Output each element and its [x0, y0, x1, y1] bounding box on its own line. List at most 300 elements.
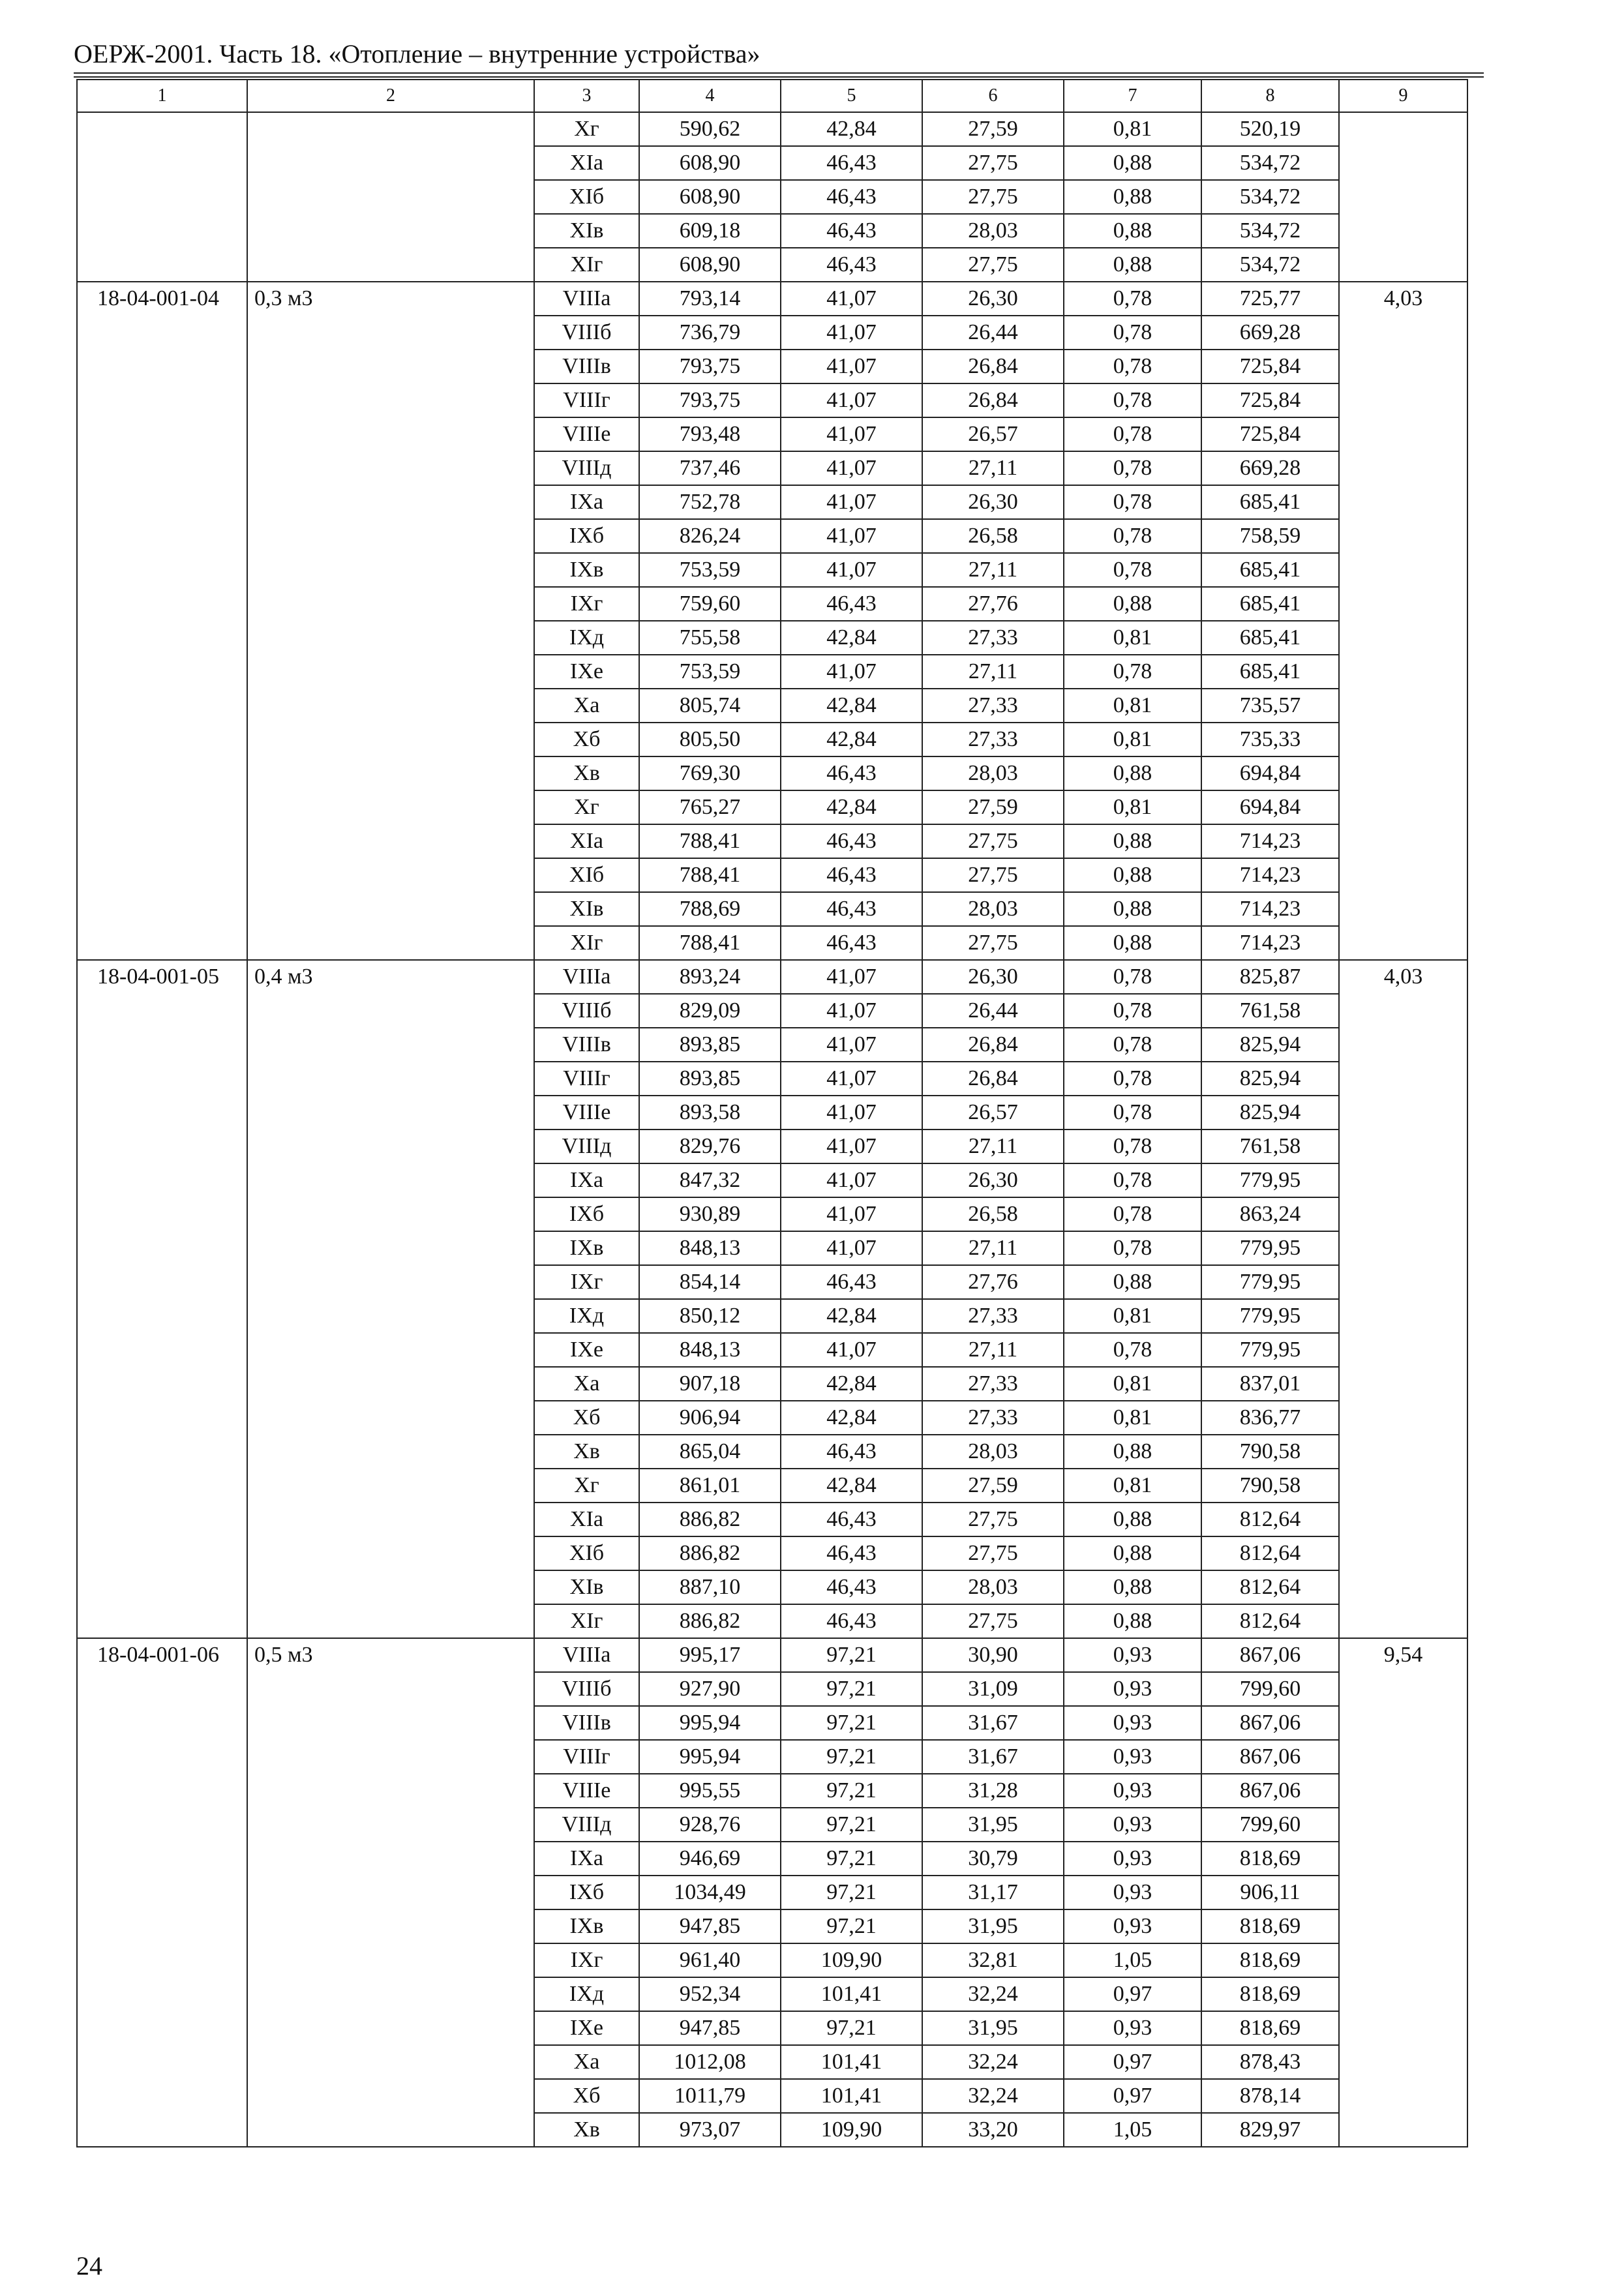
wages-cell: 41,07: [781, 383, 922, 417]
wages-cell: 41,07: [781, 316, 922, 350]
total-cost-cell: 609,18: [639, 214, 781, 248]
total-cost-cell: 793,48: [639, 417, 781, 451]
wages-cell: 46,43: [781, 214, 922, 248]
materials-cell: 818,69: [1201, 1909, 1339, 1943]
machinist-wages-cell: 0,78: [1064, 1333, 1201, 1367]
machines-cell: 31,95: [922, 1808, 1064, 1842]
machinist-wages-cell: 0,88: [1064, 180, 1201, 214]
materials-cell: 714,23: [1201, 892, 1339, 926]
zone-cell: IXг: [534, 1943, 639, 1977]
machinist-wages-cell: 0,88: [1064, 1570, 1201, 1604]
machinist-wages-cell: 0,97: [1064, 1977, 1201, 2011]
materials-cell: 735,57: [1201, 689, 1339, 723]
machinist-wages-cell: 0,81: [1064, 621, 1201, 655]
total-cost-cell: 788,69: [639, 892, 781, 926]
wages-cell: 46,43: [781, 1265, 922, 1299]
table-row: [77, 112, 1467, 146]
total-cost-cell: 793,75: [639, 350, 781, 383]
machines-cell: 26,44: [922, 316, 1064, 350]
total-cost-cell: 788,41: [639, 824, 781, 858]
total-cost-cell: 826,24: [639, 519, 781, 553]
machines-cell: 27,76: [922, 1265, 1064, 1299]
wages-cell: 41,07: [781, 1197, 922, 1231]
materials-cell: 761,58: [1201, 1130, 1339, 1163]
equipment-cost-cell: [1339, 112, 1467, 282]
zone-cell: IXд: [534, 1977, 639, 2011]
zone-cell: VIIIа: [534, 960, 639, 994]
zone-cell: VIIIе: [534, 1774, 639, 1808]
wages-cell: 41,07: [781, 1333, 922, 1367]
total-cost-cell: 755,58: [639, 621, 781, 655]
machines-cell: 33,20: [922, 2113, 1064, 2147]
total-cost-cell: 829,76: [639, 1130, 781, 1163]
total-cost-cell: 847,32: [639, 1163, 781, 1197]
wages-cell: 41,07: [781, 655, 922, 689]
wages-cell: 41,07: [781, 451, 922, 485]
column-header: 7: [1064, 80, 1201, 112]
wages-cell: 46,43: [781, 1570, 922, 1604]
wages-cell: 41,07: [781, 485, 922, 519]
equipment-cost-cell: 9,54: [1339, 1638, 1467, 2147]
column-header: 3: [534, 80, 639, 112]
machines-cell: 32,24: [922, 2079, 1064, 2113]
machinist-wages-cell: 0,93: [1064, 1876, 1201, 1909]
materials-cell: 799,60: [1201, 1672, 1339, 1706]
materials-cell: 714,23: [1201, 926, 1339, 960]
machines-cell: 31,28: [922, 1774, 1064, 1808]
equipment-cost-cell: 4,03: [1339, 282, 1467, 960]
zone-cell: VIIIб: [534, 316, 639, 350]
zone-cell: IXб: [534, 1197, 639, 1231]
wages-cell: 41,07: [781, 1130, 922, 1163]
wages-cell: 41,07: [781, 1028, 922, 1062]
column-header: 1: [77, 80, 247, 112]
wages-cell: 97,21: [781, 1808, 922, 1842]
total-cost-cell: 893,85: [639, 1028, 781, 1062]
machinist-wages-cell: 0,81: [1064, 112, 1201, 146]
machinist-wages-cell: 0,81: [1064, 1469, 1201, 1503]
wages-cell: 41,07: [781, 994, 922, 1028]
total-cost-cell: 861,01: [639, 1469, 781, 1503]
materials-cell: 725,77: [1201, 282, 1339, 316]
machines-cell: 26,58: [922, 1197, 1064, 1231]
zone-cell: Xб: [534, 1401, 639, 1435]
wages-cell: 46,43: [781, 180, 922, 214]
machines-cell: 27,33: [922, 1367, 1064, 1401]
zone-cell: VIIIд: [534, 1130, 639, 1163]
machines-cell: 27,75: [922, 824, 1064, 858]
total-cost-cell: 608,90: [639, 180, 781, 214]
machinist-wages-cell: 0,81: [1064, 1401, 1201, 1435]
zone-cell: VIIIв: [534, 1706, 639, 1740]
wages-cell: 46,43: [781, 587, 922, 621]
resource-norms-table: [76, 79, 1468, 2147]
wages-cell: 46,43: [781, 1435, 922, 1469]
machinist-wages-cell: 0,93: [1064, 1842, 1201, 1876]
machinist-wages-cell: 0,78: [1064, 1028, 1201, 1062]
total-cost-cell: 752,78: [639, 485, 781, 519]
total-cost-cell: 906,94: [639, 1401, 781, 1435]
zone-cell: XIв: [534, 1570, 639, 1604]
zone-cell: XIг: [534, 248, 639, 282]
machinist-wages-cell: 0,97: [1064, 2045, 1201, 2079]
norm-name-cell: [247, 112, 534, 282]
machinist-wages-cell: 0,78: [1064, 417, 1201, 451]
total-cost-cell: 930,89: [639, 1197, 781, 1231]
zone-cell: IXд: [534, 1299, 639, 1333]
machinist-wages-cell: 0,78: [1064, 1197, 1201, 1231]
zone-cell: VIIIв: [534, 1028, 639, 1062]
machines-cell: 31,95: [922, 1909, 1064, 1943]
wages-cell: 41,07: [781, 350, 922, 383]
machines-cell: 28,03: [922, 756, 1064, 790]
wages-cell: 97,21: [781, 1909, 922, 1943]
machines-cell: 27,11: [922, 1333, 1064, 1367]
zone-cell: IXе: [534, 655, 639, 689]
machinist-wages-cell: 0,88: [1064, 1536, 1201, 1570]
machines-cell: 27,75: [922, 146, 1064, 180]
zone-cell: IXе: [534, 1333, 639, 1367]
total-cost-cell: 893,58: [639, 1096, 781, 1130]
wages-cell: 46,43: [781, 926, 922, 960]
total-cost-cell: 608,90: [639, 146, 781, 180]
machines-cell: 27,11: [922, 553, 1064, 587]
materials-cell: 520,19: [1201, 112, 1339, 146]
total-cost-cell: 887,10: [639, 1570, 781, 1604]
wages-cell: 46,43: [781, 1503, 922, 1536]
materials-cell: 867,06: [1201, 1774, 1339, 1808]
wages-cell: 41,07: [781, 1231, 922, 1265]
norm-code-cell: [77, 112, 247, 282]
zone-cell: XIб: [534, 180, 639, 214]
total-cost-cell: 995,94: [639, 1706, 781, 1740]
column-number-row: [77, 80, 1467, 112]
machinist-wages-cell: 0,88: [1064, 214, 1201, 248]
wages-cell: 97,21: [781, 1672, 922, 1706]
total-cost-cell: 736,79: [639, 316, 781, 350]
total-cost-cell: 793,75: [639, 383, 781, 417]
machinist-wages-cell: 0,78: [1064, 655, 1201, 689]
zone-cell: Xа: [534, 2045, 639, 2079]
machines-cell: 27,75: [922, 858, 1064, 892]
machines-cell: 27,75: [922, 180, 1064, 214]
machines-cell: 26,84: [922, 1028, 1064, 1062]
machinist-wages-cell: 0,78: [1064, 451, 1201, 485]
machines-cell: 26,84: [922, 350, 1064, 383]
column-header: 9: [1339, 80, 1467, 112]
materials-cell: 790,58: [1201, 1469, 1339, 1503]
total-cost-cell: 590,62: [639, 112, 781, 146]
materials-cell: 799,60: [1201, 1808, 1339, 1842]
materials-cell: 818,69: [1201, 1842, 1339, 1876]
machinist-wages-cell: 0,78: [1064, 960, 1201, 994]
total-cost-cell: 893,24: [639, 960, 781, 994]
wages-cell: 101,41: [781, 1977, 922, 2011]
total-cost-cell: 995,17: [639, 1638, 781, 1672]
total-cost-cell: 788,41: [639, 858, 781, 892]
materials-cell: 534,72: [1201, 248, 1339, 282]
materials-cell: 878,43: [1201, 2045, 1339, 2079]
total-cost-cell: 793,14: [639, 282, 781, 316]
materials-cell: 725,84: [1201, 417, 1339, 451]
materials-cell: 758,59: [1201, 519, 1339, 553]
machinist-wages-cell: 0,88: [1064, 146, 1201, 180]
materials-cell: 829,97: [1201, 2113, 1339, 2147]
total-cost-cell: 995,94: [639, 1740, 781, 1774]
materials-cell: 812,64: [1201, 1536, 1339, 1570]
total-cost-cell: 759,60: [639, 587, 781, 621]
zone-cell: IXб: [534, 519, 639, 553]
zone-cell: VIIIг: [534, 1740, 639, 1774]
machinist-wages-cell: 0,78: [1064, 1130, 1201, 1163]
machines-cell: 31,67: [922, 1740, 1064, 1774]
zone-cell: XIв: [534, 214, 639, 248]
materials-cell: 812,64: [1201, 1503, 1339, 1536]
wages-cell: 41,07: [781, 519, 922, 553]
machines-cell: 26,84: [922, 383, 1064, 417]
total-cost-cell: 886,82: [639, 1536, 781, 1570]
machinist-wages-cell: 0,93: [1064, 1706, 1201, 1740]
wages-cell: 42,84: [781, 1401, 922, 1435]
total-cost-cell: 848,13: [639, 1231, 781, 1265]
machines-cell: 27,11: [922, 451, 1064, 485]
table-row: [77, 282, 1467, 316]
materials-cell: 863,24: [1201, 1197, 1339, 1231]
machines-cell: 27,76: [922, 587, 1064, 621]
zone-cell: IXб: [534, 1876, 639, 1909]
zone-cell: XIа: [534, 1503, 639, 1536]
materials-cell: 534,72: [1201, 146, 1339, 180]
total-cost-cell: 886,82: [639, 1503, 781, 1536]
column-header: 2: [247, 80, 534, 112]
machinist-wages-cell: 0,78: [1064, 994, 1201, 1028]
materials-cell: 790,58: [1201, 1435, 1339, 1469]
wages-cell: 41,07: [781, 553, 922, 587]
wages-cell: 41,07: [781, 282, 922, 316]
machinist-wages-cell: 1,05: [1064, 2113, 1201, 2147]
zone-cell: XIа: [534, 146, 639, 180]
machines-cell: 26,30: [922, 960, 1064, 994]
total-cost-cell: 765,27: [639, 790, 781, 824]
zone-cell: Xб: [534, 2079, 639, 2113]
norm-code-cell: 18-04-001-06: [77, 1638, 247, 2147]
materials-cell: 906,11: [1201, 1876, 1339, 1909]
total-cost-cell: 805,74: [639, 689, 781, 723]
materials-cell: 735,33: [1201, 723, 1339, 756]
machinist-wages-cell: 0,88: [1064, 892, 1201, 926]
wages-cell: 41,07: [781, 1096, 922, 1130]
machines-cell: 27,33: [922, 1299, 1064, 1333]
header-rule: [74, 76, 1484, 78]
zone-cell: IXг: [534, 1265, 639, 1299]
materials-cell: 837,01: [1201, 1367, 1339, 1401]
total-cost-cell: 973,07: [639, 2113, 781, 2147]
wages-cell: 42,84: [781, 790, 922, 824]
machinist-wages-cell: 0,97: [1064, 2079, 1201, 2113]
zone-cell: Xа: [534, 1367, 639, 1401]
machinist-wages-cell: 0,78: [1064, 383, 1201, 417]
norm-name-cell: 0,5 м3: [247, 1638, 534, 2147]
machines-cell: 26,30: [922, 282, 1064, 316]
materials-cell: 714,23: [1201, 824, 1339, 858]
machines-cell: 26,58: [922, 519, 1064, 553]
machinist-wages-cell: 0,88: [1064, 858, 1201, 892]
zone-cell: Xа: [534, 689, 639, 723]
machines-cell: 27,75: [922, 1536, 1064, 1570]
total-cost-cell: 961,40: [639, 1943, 781, 1977]
materials-cell: 779,95: [1201, 1163, 1339, 1197]
machines-cell: 26,30: [922, 485, 1064, 519]
total-cost-cell: 854,14: [639, 1265, 781, 1299]
total-cost-cell: 1012,08: [639, 2045, 781, 2079]
machines-cell: 27,11: [922, 1231, 1064, 1265]
wages-cell: 46,43: [781, 892, 922, 926]
machinist-wages-cell: 0,78: [1064, 519, 1201, 553]
machinist-wages-cell: 0,88: [1064, 587, 1201, 621]
wages-cell: 46,43: [781, 824, 922, 858]
materials-cell: 878,14: [1201, 2079, 1339, 2113]
norm-name-cell: 0,3 м3: [247, 282, 534, 960]
materials-cell: 725,84: [1201, 383, 1339, 417]
materials-cell: 714,23: [1201, 858, 1339, 892]
header-rule: [74, 72, 1484, 74]
zone-cell: Xг: [534, 112, 639, 146]
machines-cell: 30,79: [922, 1842, 1064, 1876]
zone-cell: VIIIг: [534, 383, 639, 417]
total-cost-cell: 805,50: [639, 723, 781, 756]
materials-cell: 694,84: [1201, 790, 1339, 824]
wages-cell: 42,84: [781, 1469, 922, 1503]
zone-cell: XIг: [534, 926, 639, 960]
zone-cell: IXв: [534, 1231, 639, 1265]
zone-cell: IXд: [534, 621, 639, 655]
materials-cell: 812,64: [1201, 1604, 1339, 1638]
wages-cell: 46,43: [781, 858, 922, 892]
machines-cell: 27,33: [922, 621, 1064, 655]
wages-cell: 42,84: [781, 689, 922, 723]
column-header: 5: [781, 80, 922, 112]
materials-cell: 761,58: [1201, 994, 1339, 1028]
machinist-wages-cell: 0,81: [1064, 723, 1201, 756]
wages-cell: 42,84: [781, 723, 922, 756]
machinist-wages-cell: 0,78: [1064, 553, 1201, 587]
wages-cell: 101,41: [781, 2045, 922, 2079]
machines-cell: 27,11: [922, 655, 1064, 689]
zone-cell: Xв: [534, 756, 639, 790]
total-cost-cell: 928,76: [639, 1808, 781, 1842]
table-row: [77, 1638, 1467, 1672]
machines-cell: 27,75: [922, 926, 1064, 960]
machines-cell: 32,24: [922, 2045, 1064, 2079]
wages-cell: 42,84: [781, 1299, 922, 1333]
materials-cell: 818,69: [1201, 1943, 1339, 1977]
zone-cell: XIв: [534, 892, 639, 926]
zone-cell: IXа: [534, 1842, 639, 1876]
materials-cell: 685,41: [1201, 485, 1339, 519]
machinist-wages-cell: 0,81: [1064, 790, 1201, 824]
machines-cell: 28,03: [922, 214, 1064, 248]
zone-cell: XIа: [534, 824, 639, 858]
total-cost-cell: 952,34: [639, 1977, 781, 2011]
machines-cell: 26,44: [922, 994, 1064, 1028]
page-number: 24: [76, 2251, 102, 2281]
total-cost-cell: 886,82: [639, 1604, 781, 1638]
equipment-cost-cell: 4,03: [1339, 960, 1467, 1638]
total-cost-cell: 850,12: [639, 1299, 781, 1333]
zone-cell: Xг: [534, 790, 639, 824]
total-cost-cell: 737,46: [639, 451, 781, 485]
machinist-wages-cell: 0,78: [1064, 282, 1201, 316]
machinist-wages-cell: 0,78: [1064, 1062, 1201, 1096]
zone-cell: VIIIб: [534, 994, 639, 1028]
materials-cell: 534,72: [1201, 180, 1339, 214]
machinist-wages-cell: 0,78: [1064, 485, 1201, 519]
machines-cell: 26,57: [922, 1096, 1064, 1130]
machines-cell: 27,59: [922, 790, 1064, 824]
materials-cell: 669,28: [1201, 451, 1339, 485]
materials-cell: 825,94: [1201, 1096, 1339, 1130]
machines-cell: 26,57: [922, 417, 1064, 451]
total-cost-cell: 788,41: [639, 926, 781, 960]
materials-cell: 867,06: [1201, 1638, 1339, 1672]
norm-code-cell: 18-04-001-04: [77, 282, 247, 960]
materials-cell: 825,94: [1201, 1028, 1339, 1062]
wages-cell: 46,43: [781, 1604, 922, 1638]
zone-cell: XIб: [534, 858, 639, 892]
zone-cell: Xв: [534, 2113, 639, 2147]
zone-cell: IXа: [534, 1163, 639, 1197]
machinist-wages-cell: 0,88: [1064, 1265, 1201, 1299]
wages-cell: 97,21: [781, 1842, 922, 1876]
total-cost-cell: 907,18: [639, 1367, 781, 1401]
wages-cell: 109,90: [781, 1943, 922, 1977]
total-cost-cell: 848,13: [639, 1333, 781, 1367]
machines-cell: 27,75: [922, 1503, 1064, 1536]
machinist-wages-cell: 1,05: [1064, 1943, 1201, 1977]
machinist-wages-cell: 0,81: [1064, 1367, 1201, 1401]
wages-cell: 97,21: [781, 1774, 922, 1808]
wages-cell: 42,84: [781, 1367, 922, 1401]
machinist-wages-cell: 0,78: [1064, 1163, 1201, 1197]
machines-cell: 31,17: [922, 1876, 1064, 1909]
materials-cell: 685,41: [1201, 587, 1339, 621]
total-cost-cell: 946,69: [639, 1842, 781, 1876]
machinist-wages-cell: 0,93: [1064, 1774, 1201, 1808]
machinist-wages-cell: 0,93: [1064, 1909, 1201, 1943]
total-cost-cell: 753,59: [639, 655, 781, 689]
zone-cell: VIIIа: [534, 1638, 639, 1672]
machines-cell: 31,95: [922, 2011, 1064, 2045]
materials-cell: 685,41: [1201, 621, 1339, 655]
machines-cell: 28,03: [922, 892, 1064, 926]
materials-cell: 779,95: [1201, 1265, 1339, 1299]
column-header: 6: [922, 80, 1064, 112]
machines-cell: 32,81: [922, 1943, 1064, 1977]
wages-cell: 97,21: [781, 1876, 922, 1909]
wages-cell: 46,43: [781, 1536, 922, 1570]
total-cost-cell: 1034,49: [639, 1876, 781, 1909]
wages-cell: 41,07: [781, 417, 922, 451]
materials-cell: 825,94: [1201, 1062, 1339, 1096]
norm-code-cell: 18-04-001-05: [77, 960, 247, 1638]
machinist-wages-cell: 0,93: [1064, 1672, 1201, 1706]
machinist-wages-cell: 0,88: [1064, 1503, 1201, 1536]
wages-cell: 46,43: [781, 248, 922, 282]
materials-cell: 534,72: [1201, 214, 1339, 248]
wages-cell: 97,21: [781, 1638, 922, 1672]
machinist-wages-cell: 0,93: [1064, 2011, 1201, 2045]
machinist-wages-cell: 0,88: [1064, 1435, 1201, 1469]
